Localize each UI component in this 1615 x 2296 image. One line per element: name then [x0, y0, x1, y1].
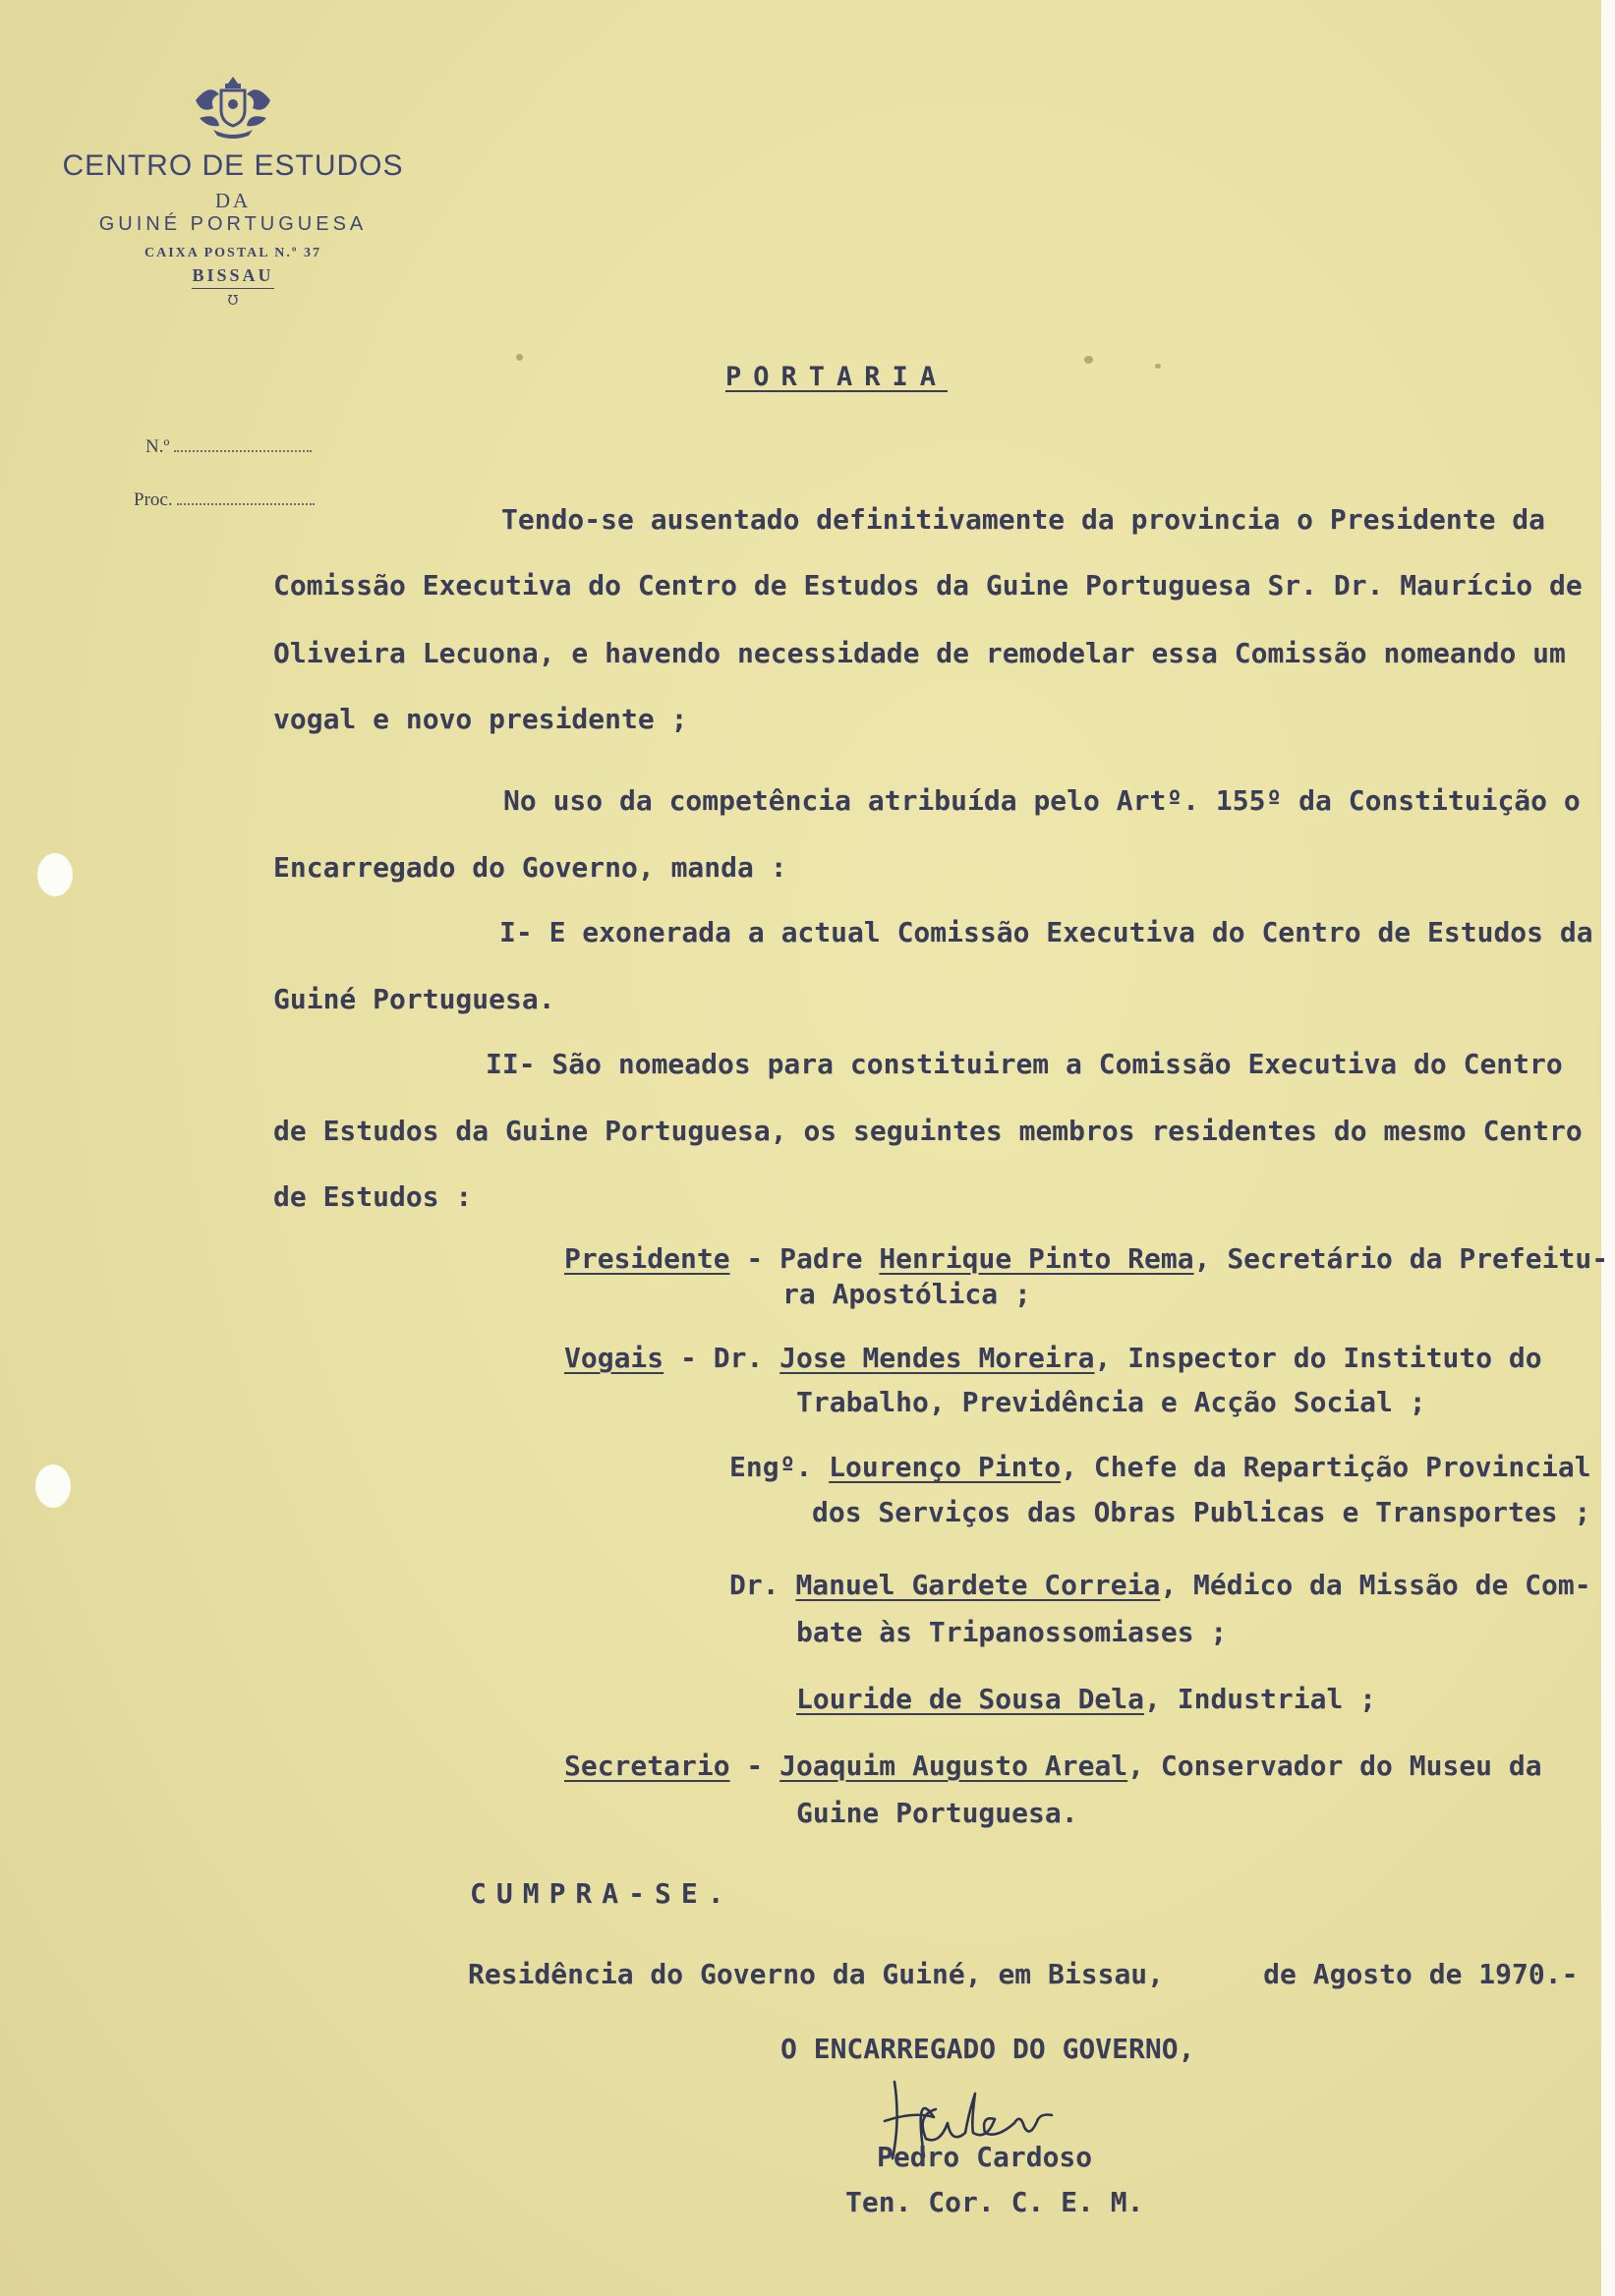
org-address: CAIXA POSTAL N.º 37 — [144, 246, 322, 260]
member-presidente: Presidente - Padre Henrique Pinto Rema, Secretário da Prefeitu- — [564, 1242, 1609, 1275]
cumpra-se: CUMPRA-SE. — [470, 1877, 734, 1910]
paragraph-line: No uso da competência atribuída pelo Artº. 155º da Constituição o — [503, 784, 1581, 817]
org-name-da: DA — [214, 189, 252, 212]
process-field — [134, 489, 315, 511]
member-name: Henrique Pinto Rema — [879, 1242, 1194, 1275]
paragraph-line: Oliveira Lecuona, e havendo necessidade de remodelar essa Comissão nomeando um — [273, 637, 1566, 669]
place-date: Residência do Governo da Guiné, em Bissau, de Agosto de 1970.- — [468, 1958, 1579, 1990]
member-desc: Conservador do Museu da — [1160, 1750, 1542, 1782]
signer-name: Pedro Cardoso — [877, 2141, 1093, 2173]
process-label: Proc. — [134, 489, 173, 510]
letterhead — [61, 71, 405, 309]
stain-spot — [516, 354, 523, 361]
member-vogal-1: Vogais - Dr. Jose Mendes Moreira, Inspector do Instituto do — [564, 1342, 1542, 1374]
org-name: CENTRO DE ESTUDOS — [62, 149, 404, 182]
member-desc: Secretário da Prefeitu- — [1227, 1242, 1609, 1275]
member-desc: Médico da Missão de Com- — [1193, 1569, 1591, 1601]
member-desc: Chefe da Repartição Provincial — [1093, 1451, 1591, 1483]
member-desc: Inspector do Instituto do — [1127, 1342, 1542, 1374]
paragraph-line: de Estudos : — [273, 1180, 473, 1213]
member-desc-cont: dos Serviços das Obras Publicas e Transportes ; — [812, 1496, 1591, 1528]
paper-edge — [1601, 0, 1615, 2296]
punch-hole — [35, 1464, 71, 1508]
document-title: PORTARIA — [725, 362, 949, 392]
paragraph-line: II- São nomeados para constituirem a Comissão Executiva do Centro — [486, 1048, 1563, 1080]
process-blank — [177, 503, 315, 505]
paragraph-line: Guiné Portuguesa. — [273, 983, 555, 1015]
member-name: Manuel Gardete Correia — [795, 1569, 1161, 1601]
member-name: Lourenço Pinto — [829, 1451, 1062, 1483]
member-title: Padre — [779, 1242, 863, 1275]
member-title: Engº. — [729, 1451, 813, 1483]
member-vogal-3: Dr. Manuel Gardete Correia, Médico da Missão de Com- — [729, 1569, 1591, 1601]
coat-of-arms-icon — [186, 71, 280, 145]
member-desc: Industrial ; — [1177, 1683, 1377, 1715]
member-name: Louride de Sousa Dela — [796, 1683, 1145, 1715]
punch-hole — [37, 853, 73, 896]
member-name: Joaquim Augusto Areal — [779, 1750, 1128, 1782]
signer-office: O ENCARREGADO DO GOVERNO, — [780, 2033, 1195, 2065]
number-field — [145, 436, 312, 458]
paragraph-line: Encarregado do Governo, manda : — [273, 851, 787, 884]
paragraph-line: I- E exonerada a actual Comissão Executiva do Centro de Estudos da — [499, 916, 1593, 948]
role-label: Secretario — [564, 1750, 730, 1782]
number-blank — [174, 450, 312, 452]
member-vogal-2: Engº. Lourenço Pinto, Chefe da Repartição Provincial — [729, 1451, 1591, 1483]
org-city: BISSAU — [192, 265, 273, 289]
role-label: Vogais — [564, 1342, 664, 1374]
paragraph-line: Tendo-se ausentado definitivamente da provincia o Presidente da — [501, 503, 1546, 536]
member-desc-cont: Trabalho, Previdência e Acção Social ; — [796, 1386, 1426, 1418]
ornament-icon: ℧ — [227, 293, 239, 309]
member-vogal-4: Louride de Sousa Dela, Industrial ; — [796, 1683, 1377, 1715]
member-title: Dr. — [713, 1342, 764, 1374]
member-desc-cont: Guine Portuguesa. — [796, 1797, 1078, 1829]
member-desc-cont: bate às Tripanossomiases ; — [796, 1616, 1228, 1648]
member-title: Dr. — [729, 1569, 779, 1601]
role-label: Presidente — [564, 1242, 730, 1275]
paragraph-line: de Estudos da Guine Portuguesa, os seguintes membros residentes do mesmo Centro — [273, 1115, 1583, 1147]
stain-spot — [1084, 356, 1093, 364]
number-label: N.º — [145, 436, 170, 457]
member-secretario: Secretario - Joaquim Augusto Areal, Conservador do Museu da — [564, 1750, 1542, 1782]
paragraph-line: Comissão Executiva do Centro de Estudos da Guine Portuguesa Sr. Dr. Maurício de — [273, 569, 1583, 602]
stain-spot — [1155, 364, 1161, 369]
member-desc-cont: ra Apostólica ; — [782, 1278, 1031, 1310]
member-name: Jose Mendes Moreira — [779, 1342, 1095, 1374]
paragraph-line: vogal e novo presidente ; — [273, 703, 688, 735]
org-name-region: GUINÉ PORTUGUESA — [98, 213, 368, 235]
signer-rank: Ten. Cor. C. E. M. — [845, 2186, 1144, 2218]
